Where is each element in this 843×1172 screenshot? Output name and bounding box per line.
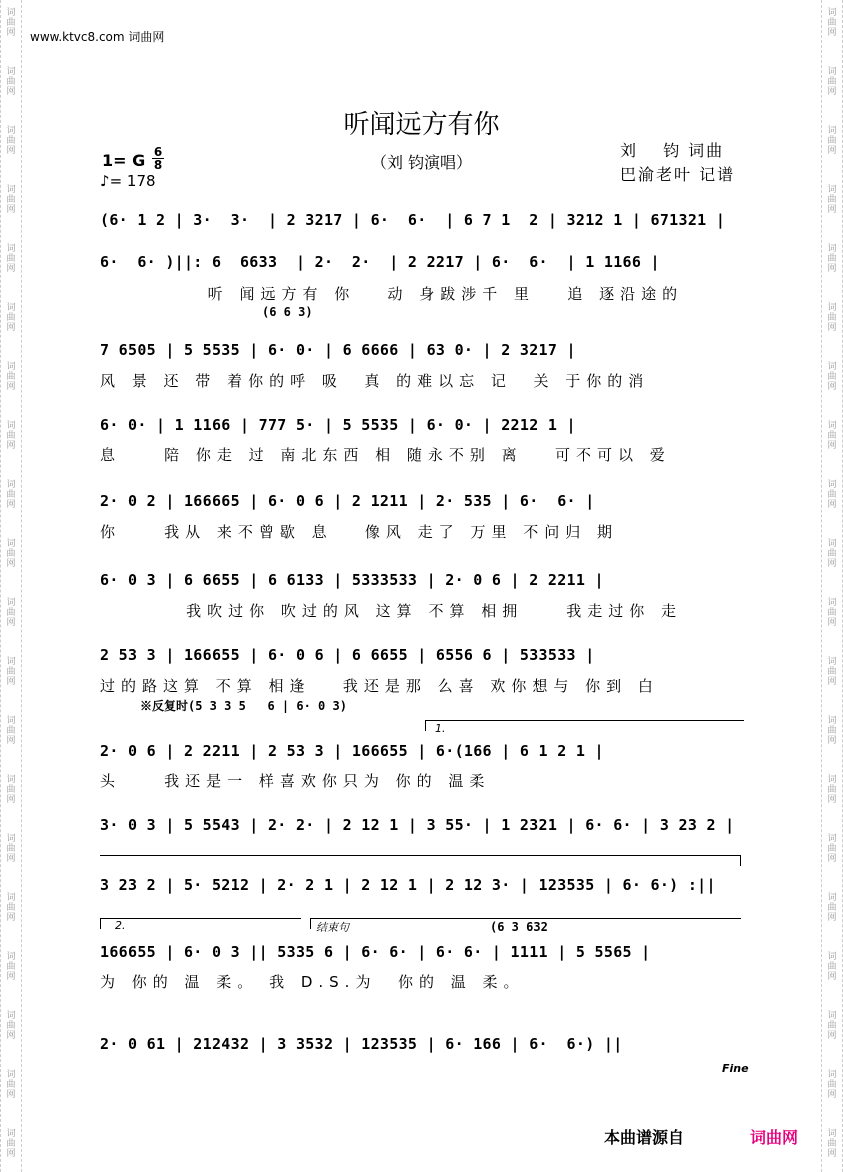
song-title: 听闻远方有你 (343, 110, 500, 140)
watermark-text: 词 曲 网 (6, 67, 16, 97)
repeat-note: ※反复时(5 3 3 5 6 | 6· 0 3) (140, 699, 347, 713)
watermark-text: 词 曲 网 (6, 775, 16, 805)
watermark-text: 词 曲 网 (6, 657, 16, 687)
watermark-text: 词 曲 网 (6, 893, 16, 923)
staff-row-3 (100, 333, 744, 367)
meter-bottom: 8 (153, 158, 163, 172)
brand-link[interactable]: 词曲网 (750, 1128, 799, 1147)
staff-row-7 (100, 638, 744, 672)
alternate-notes: (6 6 3) (262, 305, 313, 319)
watermark-text: 词 曲 网 (6, 362, 16, 392)
watermark-text: 词 曲 网 (827, 716, 837, 746)
lyrics-row-2: 听 闻远方有 你 动 身跋涉千 里 追 逐沿途的 (100, 285, 684, 303)
time-signature (152, 146, 164, 171)
watermark-text: 词 曲 网 (6, 834, 16, 864)
watermark-text: 词 曲 网 (827, 893, 837, 923)
watermark-text: 词 曲 网 (6, 539, 16, 569)
watermark-text: 词 曲 网 (827, 1011, 837, 1041)
lyrics-row-8: 头 我还是一 样喜欢你只为 你的 温柔 (100, 772, 491, 790)
lyrics-row-5: 你 我从 来不曾歇 息 像风 走了 万里 不问归 期 (100, 523, 618, 541)
lyrics-row-3: 风 景 还 带 着你的呼 吸 真 的难以忘 记 关 于你的消 (100, 372, 650, 390)
watermark-text: 词 曲 网 (6, 126, 16, 156)
staff-row-11 (100, 935, 744, 969)
right-watermark-strip (821, 0, 843, 1172)
staff-row-8 (100, 734, 744, 768)
first-ending-bracket (425, 720, 744, 731)
notes: 2· 0 61 | 212432 | 3 3532 | 123535 | 6· 166 | 6· 6·) || (100, 1035, 623, 1053)
notes: 6· 6· )||: 6 6633 | 2· 2· | 2 2217 | 6· 6· | 1 1166 | (100, 253, 660, 271)
watermark-text: 词 曲 网 (827, 1129, 837, 1159)
notes: 2· 0 2 | 166665 | 6· 0 6 | 2 1211 | 2· 535 | 6· 6· | (100, 492, 595, 510)
watermark-text: 词 曲 网 (827, 421, 837, 451)
lyrics-row-6: 我吹过你 吹过的风 这算 不算 相拥 我走过你 走 (100, 602, 683, 620)
second-ending-bracket (100, 918, 301, 929)
watermark-text: 词 曲 网 (827, 539, 837, 569)
watermark-text: 词 曲 网 (6, 1129, 16, 1159)
site-header: www.ktvc8.com 词曲网 (30, 30, 165, 44)
tempo-mark: ♪= 178 (100, 172, 156, 190)
watermark-text: 词 曲 网 (6, 8, 16, 38)
notes: 2 53 3 | 166655 | 6· 0 6 | 6 6655 | 6556 6 | 533533 | (100, 646, 595, 664)
notes: 6· 0 3 | 6 6655 | 6 6133 | 5333533 | 2· 0 6 | 2 2211 | (100, 571, 604, 589)
notes: 7 6505 | 5 5535 | 6· 0· | 6 6666 | 63 0· | 2 3217 | (100, 341, 576, 359)
watermark-text: 词 曲 网 (6, 716, 16, 746)
watermark-text: 词 曲 网 (827, 598, 837, 628)
watermark-text: 词 曲 网 (827, 126, 837, 156)
watermark-text: 词 曲 网 (6, 1070, 16, 1100)
fine-mark: Fine (722, 1062, 749, 1075)
watermark-text: 词 曲 网 (6, 244, 16, 274)
staff-row-4 (100, 408, 744, 442)
staff-row-5 (100, 484, 744, 518)
transcriber: 巴渝老叶 记谱 (620, 165, 736, 184)
watermark-text: 词 曲 网 (6, 480, 16, 510)
watermark-text: 词 曲 网 (6, 185, 16, 215)
watermark-text: 词 曲 网 (6, 1011, 16, 1041)
meter-top: 6 (153, 145, 163, 159)
watermark-text: 词 曲 网 (6, 421, 16, 451)
watermark-text: 词 曲 网 (827, 834, 837, 864)
first-ending-label: 1. (435, 722, 446, 735)
watermark-text: 词 曲 网 (827, 244, 837, 274)
notes: 6· 0· | 1 1166 | 777 5· | 5 5535 | 6· 0· | 2212 1 | (100, 416, 576, 434)
notes: 2· 0 6 | 2 2211 | 2 53 3 | 166655 | 6·(166 | 6 1 2 1 | (100, 742, 604, 760)
staff-row-2 (100, 245, 744, 279)
lyrics-row-4: 息 陪 你走 过 南北东西 相 随永不别 离 可不可以 爱 (100, 446, 671, 464)
lyrics-row-7: 过的路这算 不算 相逢 我还是那 么喜 欢你想与 你到 白 (100, 677, 659, 695)
watermark-text: 词 曲 网 (827, 362, 837, 392)
staff-row-6 (100, 563, 744, 597)
notes: 3· 0 3 | 5 5543 | 2· 2· | 2 12 1 | 3 55· | 1 2321 | 6· 6· | 3 23 2 | (100, 816, 735, 834)
lyrics-row-11: 为 你的 温 柔。 我 D.S.为 你的 温 柔。 (100, 973, 525, 991)
key-signature: 1= G (102, 151, 146, 170)
staff-row-10 (100, 868, 744, 902)
watermark-text: 词 曲 网 (6, 303, 16, 333)
watermark-text: 词 曲 网 (827, 657, 837, 687)
staff-row-9 (100, 808, 744, 842)
lyricist-composer: 刘 钧 词曲 (620, 141, 725, 160)
repeat-bracket (100, 855, 741, 866)
watermark-text: 词 曲 网 (827, 952, 837, 982)
singer-credit: （刘 钧演唱） (370, 153, 473, 172)
watermark-text: 词 曲 网 (827, 303, 837, 333)
watermark-text: 词 曲 网 (827, 775, 837, 805)
notes: 3 23 2 | 5· 5212 | 2· 2 1 | 2 12 1 | 2 12 3· | 123535 | 6· 6·) :|| (100, 876, 716, 894)
ending-alt-notes: (6 3 632 (490, 920, 548, 934)
watermark-text: 词 曲 网 (6, 952, 16, 982)
second-ending-label: 2. (115, 919, 126, 932)
footer-source: 本曲谱源自 (604, 1128, 685, 1147)
staff-row-1 (100, 203, 744, 237)
notes: 166655 | 6· 0 3 || 5335 6 | 6· 6· | 6· 6· | 1111 | 5 5565 | (100, 943, 651, 961)
notes: (6· 1 2 | 3· 3· | 2 3217 | 6· 6· | 6 7 1 2 | 3212 1 | 671321 | (100, 211, 726, 229)
watermark-text: 词 曲 网 (827, 8, 837, 38)
watermark-text: 词 曲 网 (827, 1070, 837, 1100)
coda-label: 结束句 (316, 921, 349, 934)
watermark-text: 词 曲 网 (6, 598, 16, 628)
watermark-text: 词 曲 网 (827, 67, 837, 97)
watermark-text: 词 曲 网 (827, 480, 837, 510)
left-watermark-strip (0, 0, 22, 1172)
watermark-text: 词 曲 网 (827, 185, 837, 215)
staff-row-12 (100, 1027, 744, 1061)
